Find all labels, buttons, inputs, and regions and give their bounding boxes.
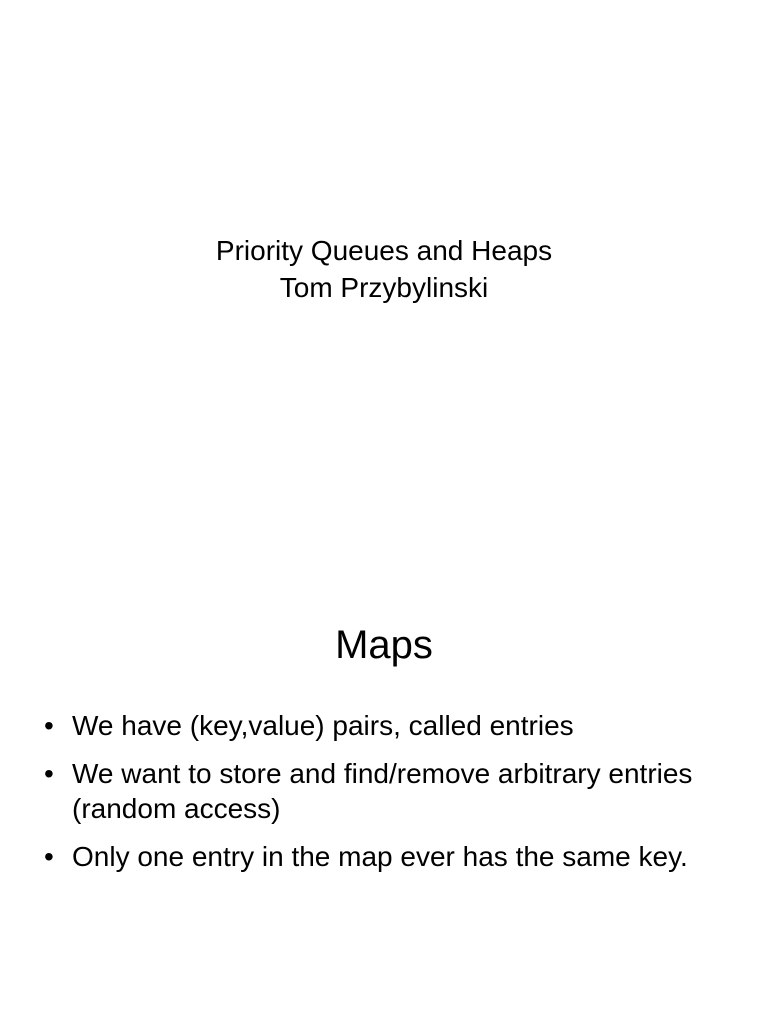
bullet-text: We want to store and find/remove arbitrary entries (random access)	[72, 758, 693, 824]
maps-slide	[0, 512, 768, 1024]
bullet-dot-icon: •	[44, 758, 54, 789]
title-block	[0, 232, 768, 306]
bullet-dot-icon: •	[44, 710, 54, 741]
bullet-item	[44, 756, 724, 826]
bullet-text: We have (key,value) pairs, called entries	[72, 710, 574, 741]
bullet-list	[44, 708, 724, 887]
author-name: Tom Przybylinski	[279, 272, 489, 303]
bullet-item	[44, 839, 724, 874]
slide-heading: Maps	[335, 623, 433, 667]
presentation-title: Priority Queues and Heaps	[215, 235, 553, 266]
bullet-item	[44, 708, 724, 743]
bullet-dot-icon: •	[44, 841, 54, 872]
bullet-text: Only one entry in the map ever has the same key.	[72, 841, 688, 872]
